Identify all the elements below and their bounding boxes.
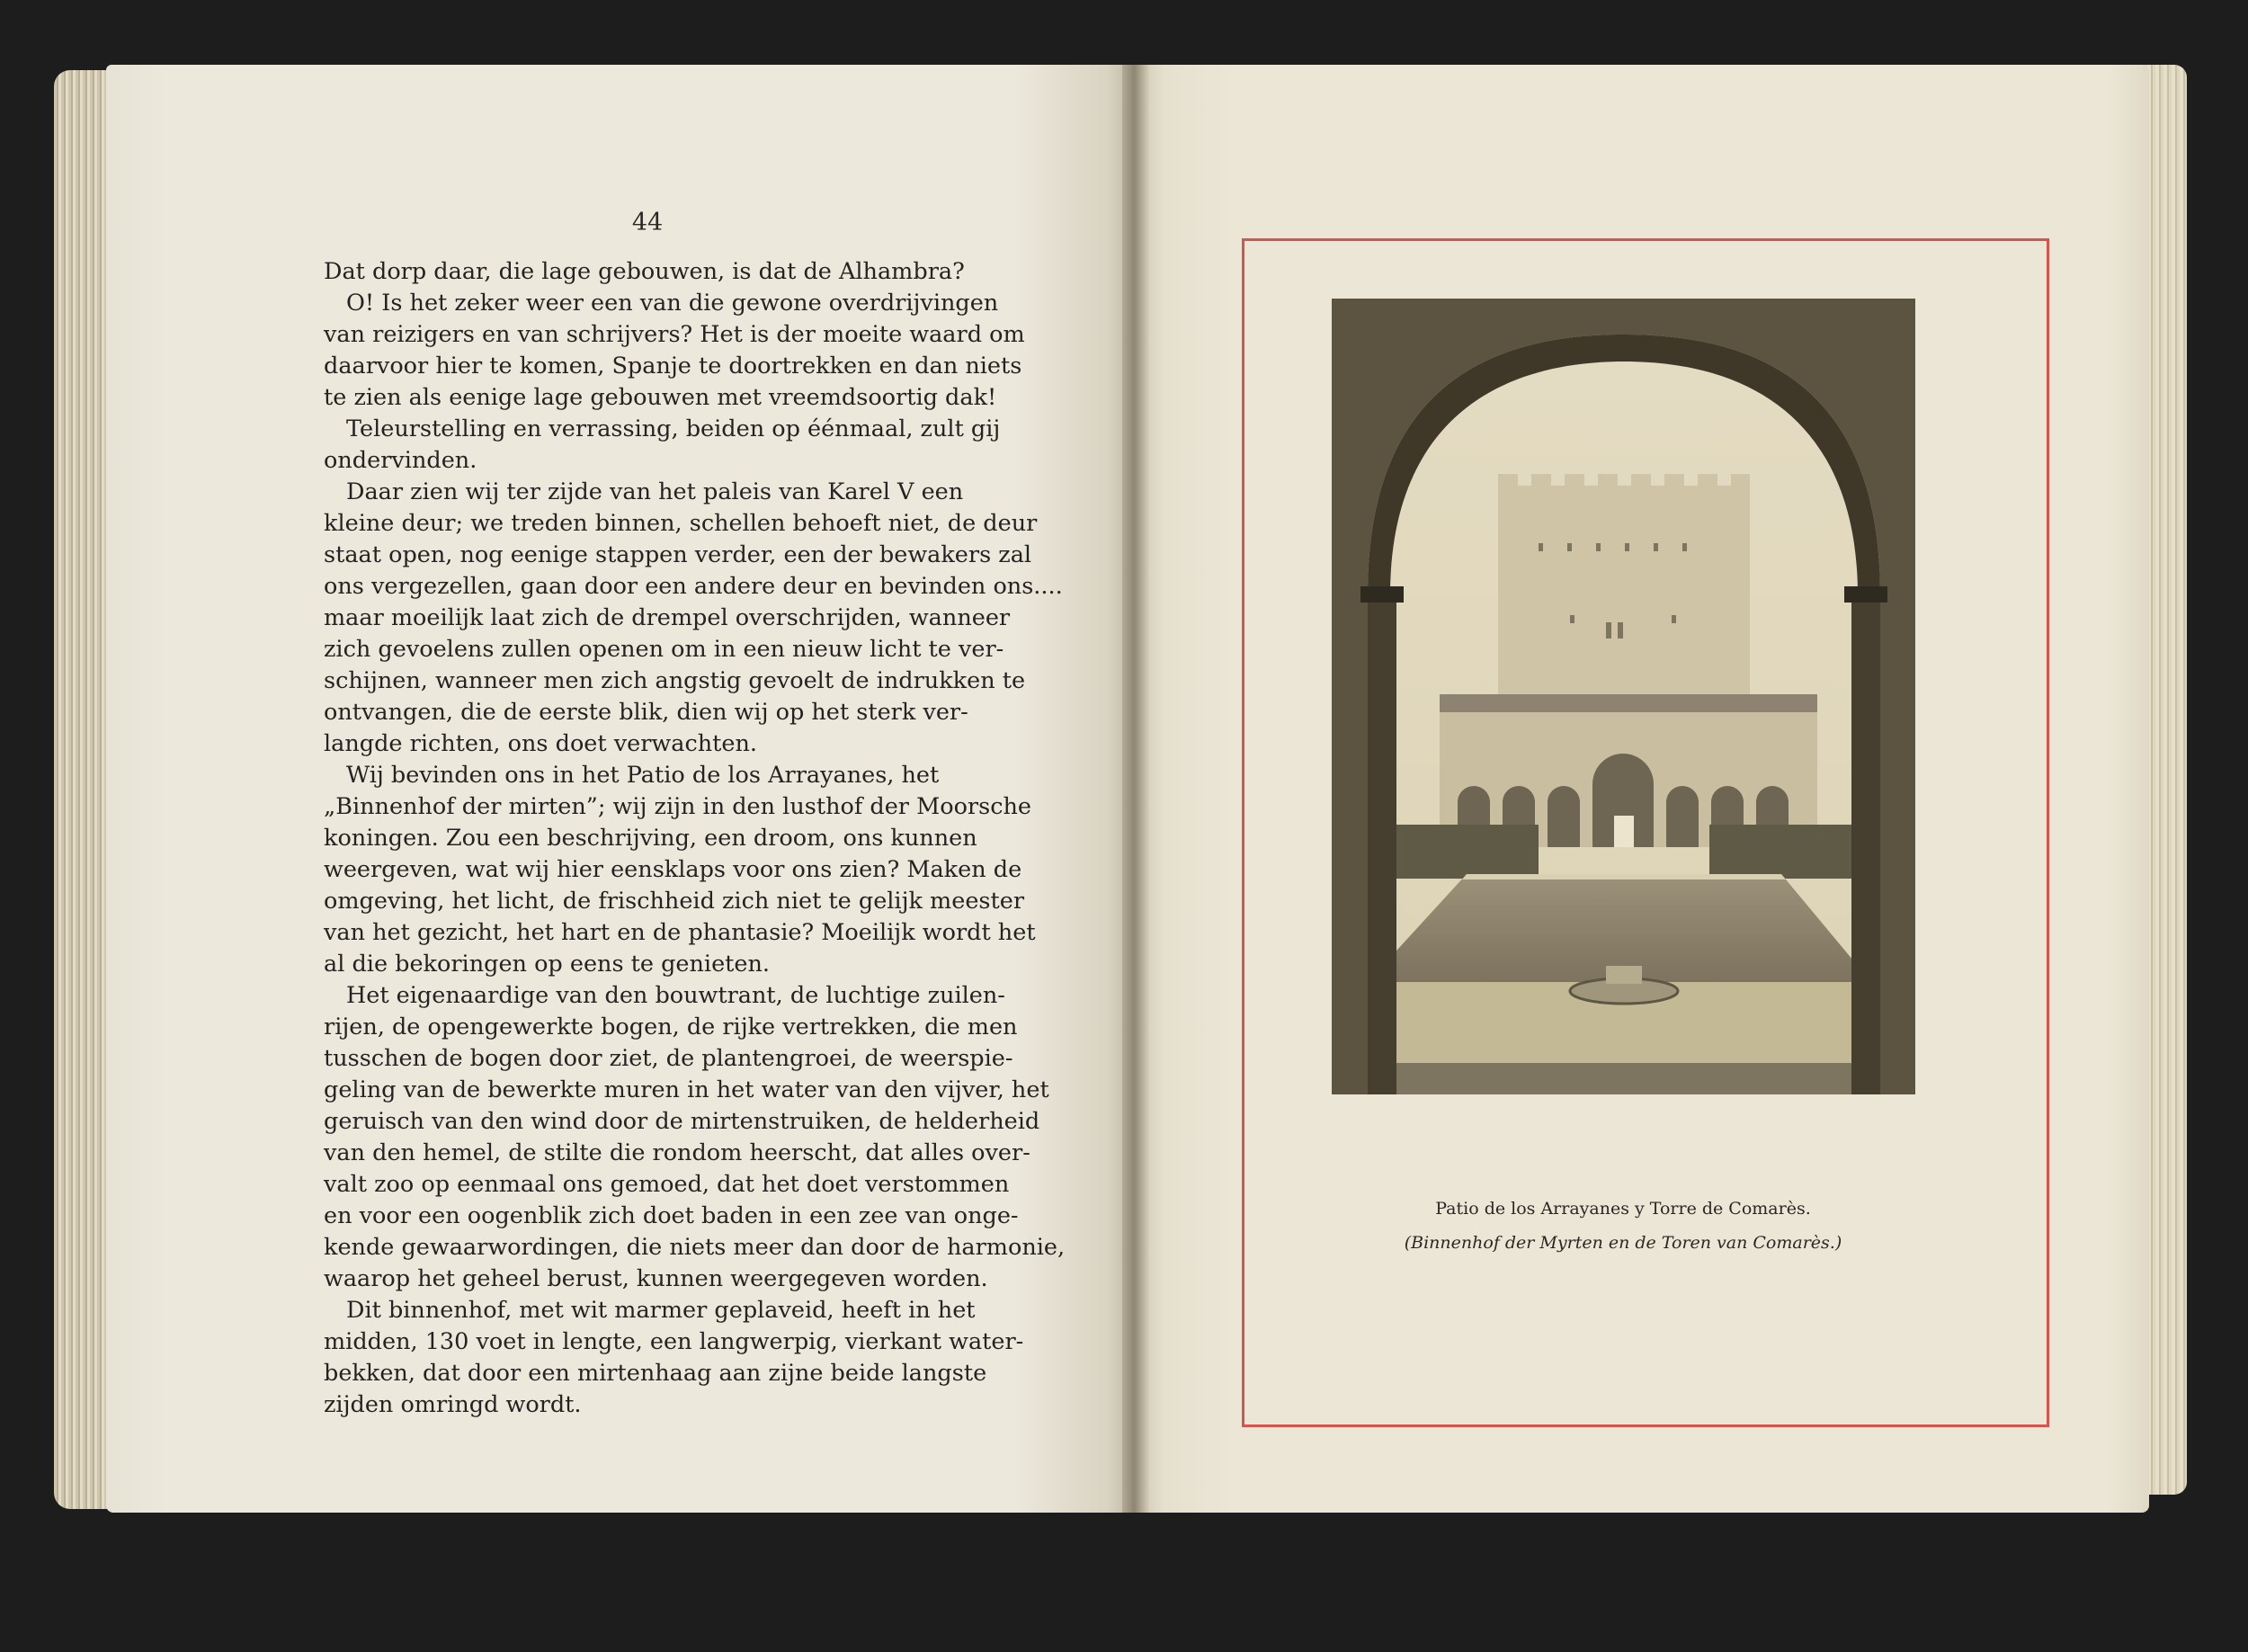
photograph-patio-de-los-arrayanes xyxy=(1332,299,1915,1094)
text-line: Dat dorp daar, die lage gebouwen, is dat de Alhambra? xyxy=(324,258,965,285)
text-line: maar moeilijk laat zich de drempel overschrijden, wanneer xyxy=(324,604,1011,631)
photo-caption xyxy=(1331,1192,1915,1260)
text-line: omgeving, het licht, de frischheid zich niet te gelijk meester xyxy=(324,888,1025,915)
text-line: van reizigers en van schrijvers? Het is der moeite waard om xyxy=(324,321,1025,348)
text-line: bekken, dat door een mirtenhaag aan zijne beide langste xyxy=(324,1360,987,1387)
text-line: schijnen, wanneer men zich angstig gevoelt de indrukken te xyxy=(324,667,1026,694)
text-line: ondervinden. xyxy=(324,447,477,474)
body-text xyxy=(324,256,1066,1421)
text-line: al die bekoringen op eens te genieten. xyxy=(324,951,771,978)
text-line: ontvangen, die de eerste blik, dien wij op het sterk ver- xyxy=(324,699,968,726)
text-line: Daar zien wij ter zijde van het paleis van Karel V een xyxy=(346,478,964,505)
text-line: „Binnenhof der mirten”; wij zijn in den lusthof der Moorsche xyxy=(324,793,1031,820)
text-line: langde richten, ons doet verwachten. xyxy=(324,730,758,757)
text-line: valt zoo op eenmaal ons gemoed, dat het doet verstommen xyxy=(324,1171,1010,1198)
text-line: daarvoor hier te komen, Spanje te doortrekken en dan niets xyxy=(324,353,1022,380)
text-line: zijden omringd wordt. xyxy=(324,1391,582,1418)
photo-illustration xyxy=(1332,299,1915,1094)
text-line: geruisch van den wind door de mirtenstruiken, de helderheid xyxy=(324,1108,1040,1135)
text-line: weergeven, wat wij hier eensklaps voor ons zien? Maken de xyxy=(324,856,1022,883)
text-line: geling van de bewerkte muren in het water van den vijver, het xyxy=(324,1076,1049,1103)
text-line: tusschen de bogen door ziet, de plantengroei, de weerspie- xyxy=(324,1045,1013,1072)
text-line: Dit binnenhof, met wit marmer geplaveid, heeft in het xyxy=(346,1297,976,1324)
text-line: te zien als eenige lage gebouwen met vreemdsoortig dak! xyxy=(324,384,997,411)
page-number: 44 xyxy=(631,209,664,237)
text-line: van den hemel, de stilte die rondom heerscht, dat alles over- xyxy=(324,1139,1030,1166)
text-line: en voor een oogenblik zich doet baden in een zee van onge- xyxy=(324,1202,1019,1229)
text-line: rijen, de opengewerkte bogen, de rijke vertrekken, die men xyxy=(324,1014,1018,1040)
text-line: kende gewaarwordingen, die niets meer dan door de harmonie, xyxy=(324,1234,1066,1261)
text-line: zich gevoelens zullen openen om in een nieuw licht te ver- xyxy=(324,636,1004,663)
book-gutter xyxy=(1122,65,1149,1513)
text-line: staat open, nog eenige stappen verder, een der bewakers zal xyxy=(324,541,1032,568)
text-line: O! Is het zeker weer een van die gewone overdrijvingen xyxy=(346,290,999,317)
text-line: waarop het geheel berust, kunnen weergegeven worden. xyxy=(324,1265,988,1292)
text-line: koningen. Zou een beschrijving, een droom, ons kunnen xyxy=(324,825,977,852)
caption-subtitle: (Binnenhof der Myrten en de Toren van Comarès.) xyxy=(1404,1233,1842,1253)
caption-title: Patio de los Arrayanes y Torre de Comarès. xyxy=(1435,1199,1811,1219)
text-line: kleine deur; we treden binnen, schellen behoeft niet, de deur xyxy=(324,510,1038,537)
text-line: Het eigenaardige van den bouwtrant, de luchtige zuilen- xyxy=(346,982,1005,1009)
text-line: Teleurstelling en verrassing, beiden op éénmaal, zult gij xyxy=(346,415,1001,442)
text-line: Wij bevinden ons in het Patio de los Arrayanes, het xyxy=(346,762,940,789)
text-line: ons vergezellen, gaan door een andere deur en bevinden ons.... xyxy=(324,573,1063,600)
text-line: van het gezicht, het hart en de phantasie? Moeilijk wordt het xyxy=(324,919,1036,946)
text-line: midden, 130 voet in lengte, een langwerpig, vierkant water- xyxy=(324,1328,1024,1355)
